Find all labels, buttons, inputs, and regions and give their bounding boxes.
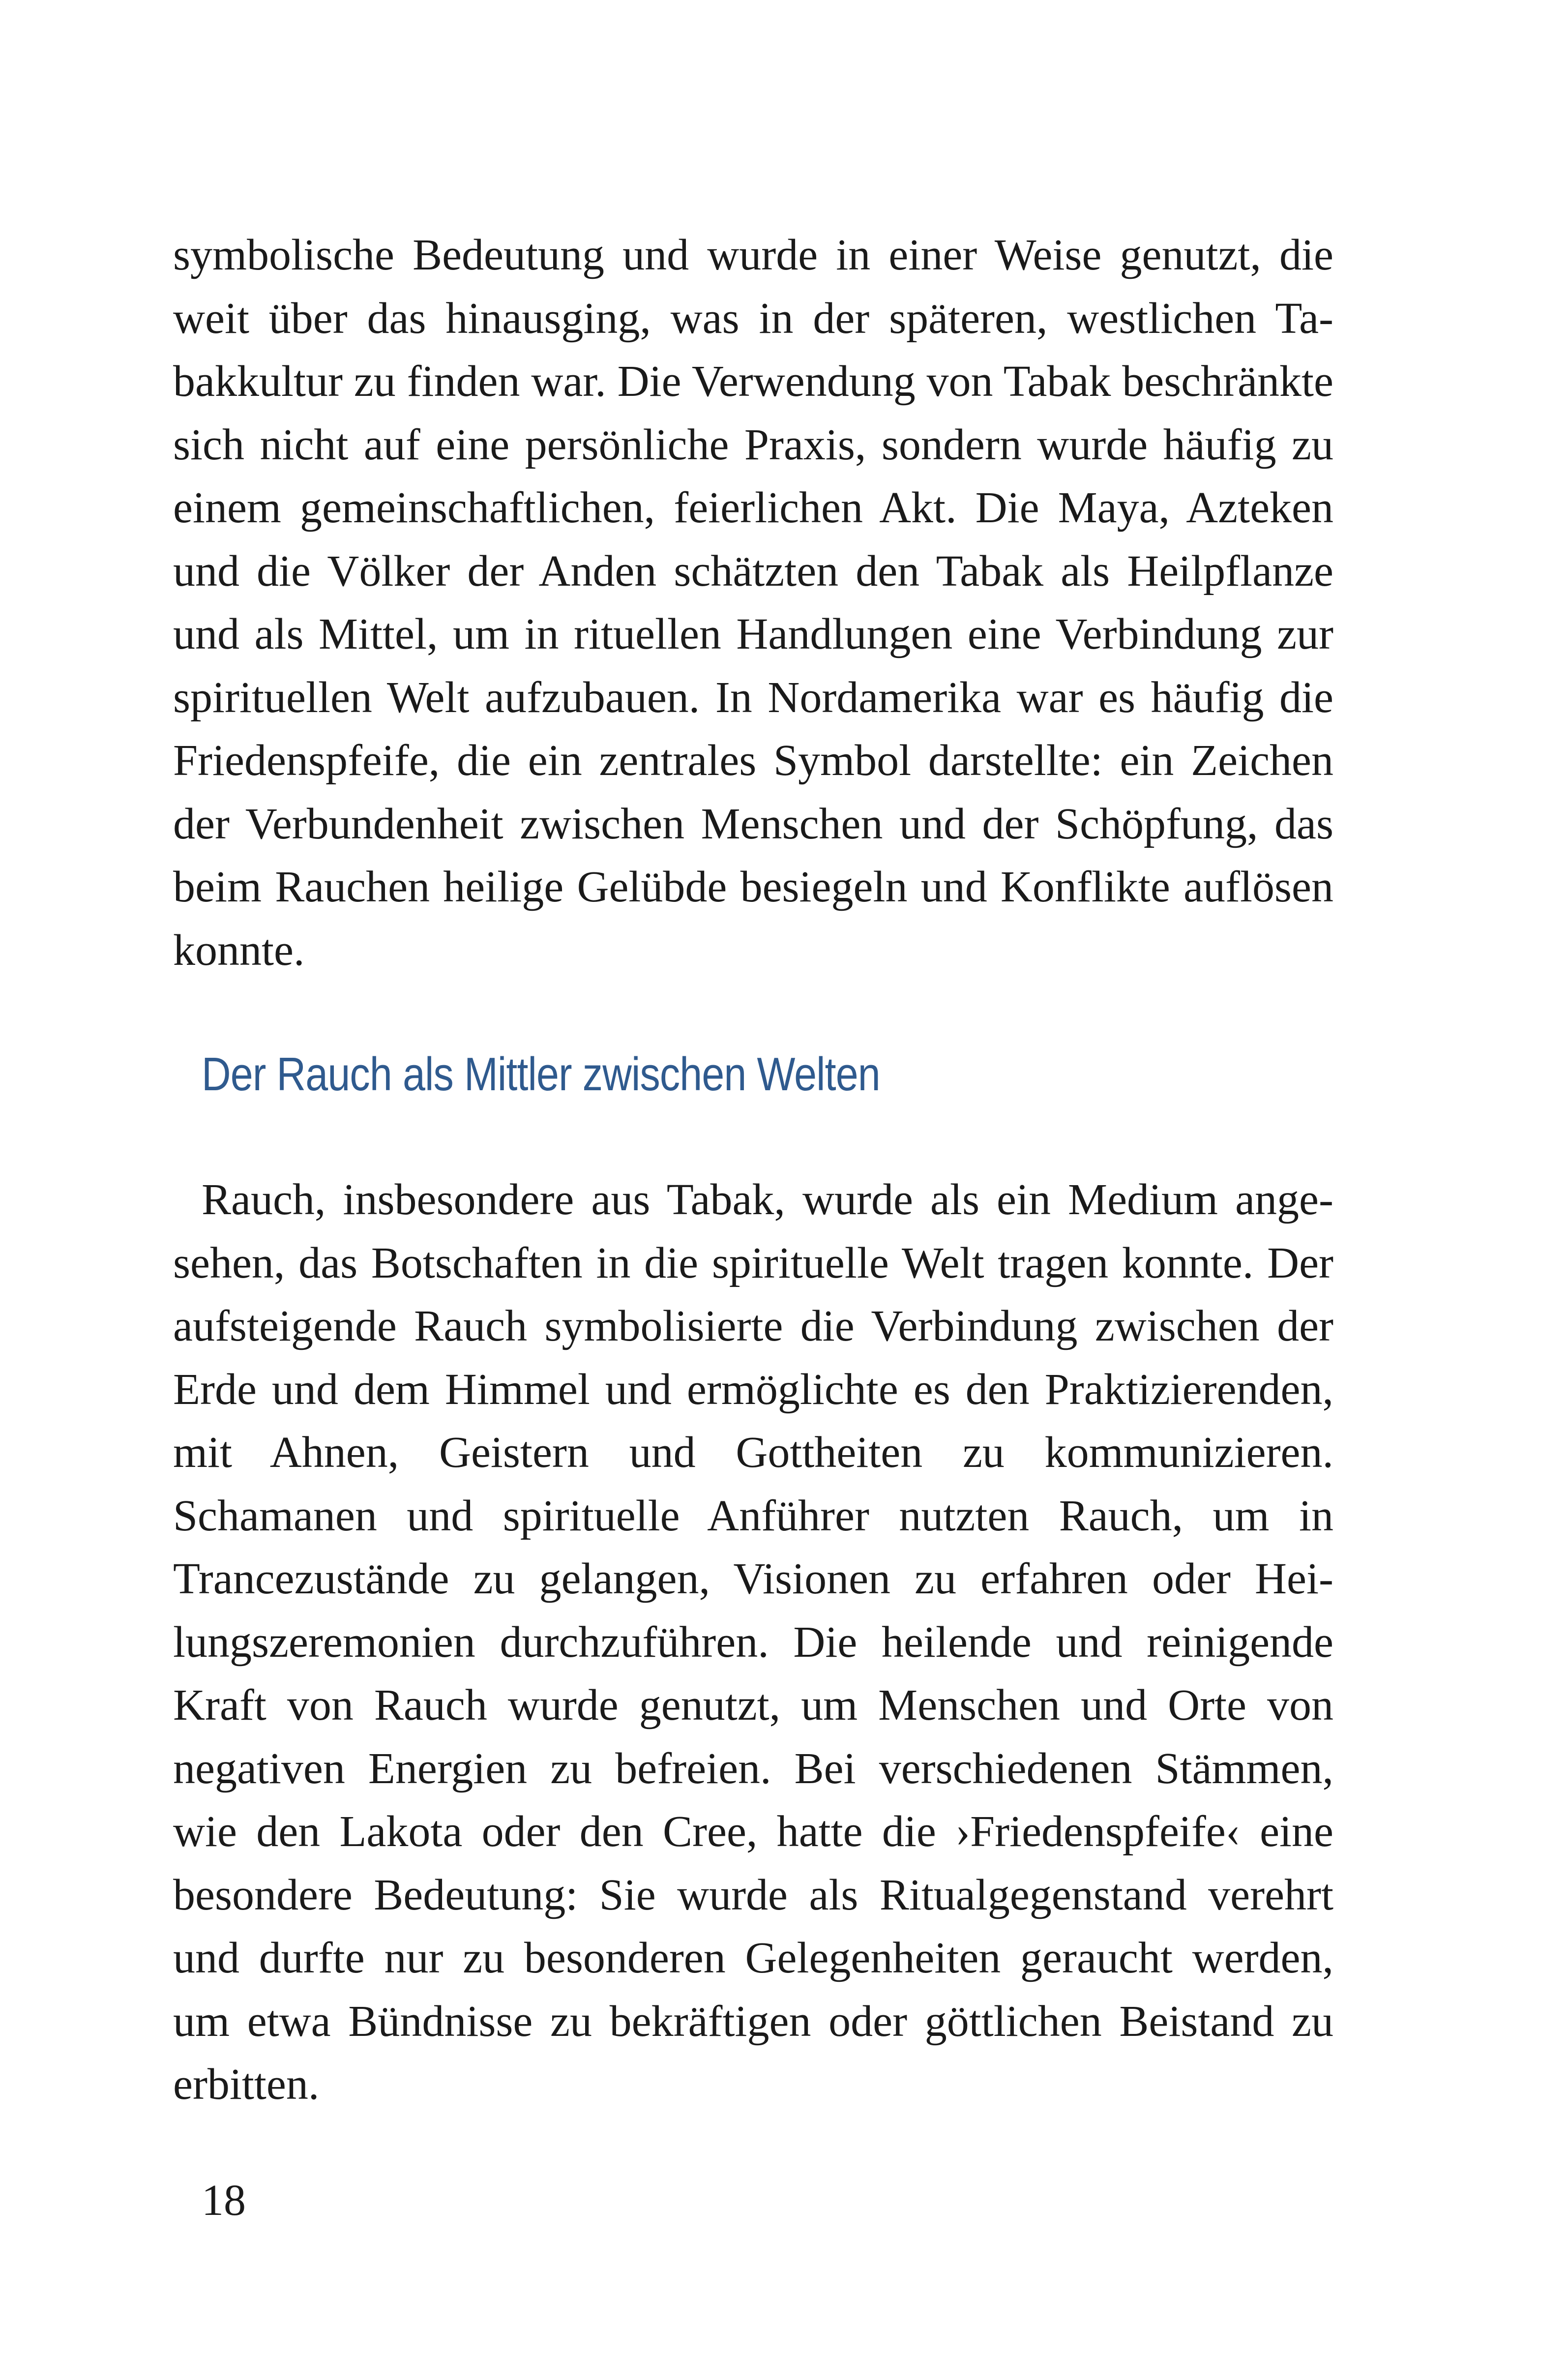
body-paragraph-2: Rauch, insbesondere aus Tabak, wurde als ein Medium angesehen, das Botschaften in die spirituelle Welt tragen konnte. Der aufsteigende Rauch symbolisierte die Verbindung zwischen der Erde und dem Himmel und ermöglichte es den Praktizierenden, mit Ahnen, Geistern und Gottheiten zu kommunizieren. Schamanen und spirituelle Anführer nutzten Rauch, um in Trancezustände zu gelangen, Visionen zu erfahren oder Heilungszeremonien durchzuführen. Die heilende und reinigende Kraft von Rauch wurde genutzt, um Menschen und Orte von negativen Energien zu befreien. Bei verschiedenen Stämmen, wie den Lakota oder den Cree, hatte die ›Friedenspfeife‹ eine besondere Bedeutung: Sie wurde als Ritualgegenstand verehrt und durfte nur zu besonderen Gelegenheiten geraucht werden, um etwa Bündnisse zu bekräftigen oder göttlichen Beistand zu erbitten. [173, 1175, 1333, 2109]
page-number: 18 [202, 2176, 246, 2225]
section-heading: Der Rauch als Mittler zwischen Welten [202, 1048, 880, 1101]
body-paragraph-1: symbolische Bedeutung und wurde in einer Weise genutzt, die weit über das hinausging, was in der späteren, westlichen Tabakkultur zu finden war. Die Verwendung von Tabak beschränkte sich nicht auf eine persönliche Praxis, sondern wurde häufig zu einem gemeinschaftlichen, feierlichen Akt. Die Maya, Azteken und die Völker der Anden schätzten den Tabak als Heilpflanze und als Mittel, um in rituellen Handlungen eine Verbindung zur spirituellen Welt aufzubauen. In Nordamerika war es häufig die Friedenspfeife, die ein zentrales Symbol darstellte: ein Zeichen der Verbundenheit zwischen Menschen und der Schöpfung, das beim Rauchen heilige Gelübde besiegeln und Konflikte auflösen konnte. [173, 231, 1333, 975]
